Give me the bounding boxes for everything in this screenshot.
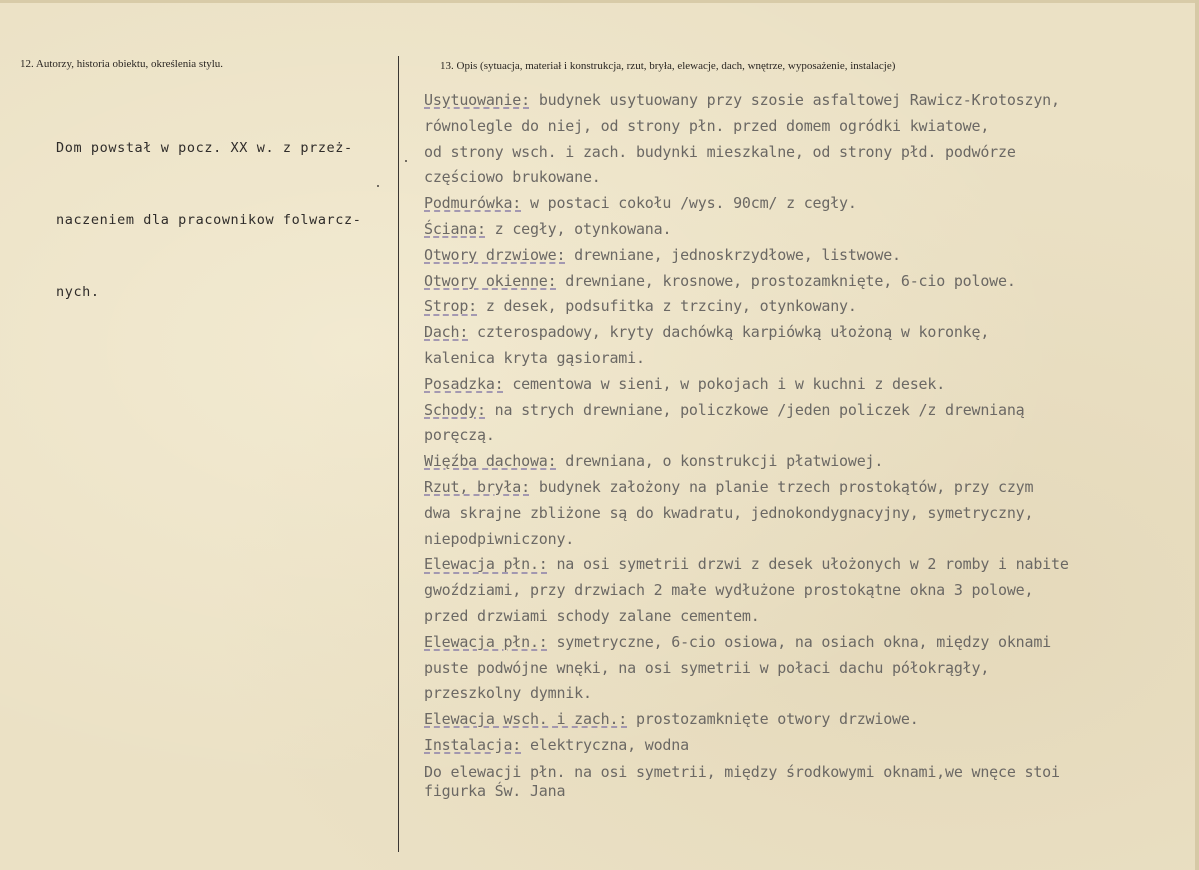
description-line	[424, 475, 1184, 501]
description-line	[424, 294, 1184, 320]
description-label: Usytuowanie:	[424, 91, 530, 109]
paper-speck	[377, 185, 379, 187]
description-line	[424, 630, 1184, 656]
description-text: równolegle do niej, od strony płn. przed domem ogródki kwiatowe,	[424, 116, 990, 135]
description-text: czterospadowy, kryty dachówką karpiówką ułożoną w koronkę,	[468, 323, 990, 342]
description-line	[424, 681, 1184, 707]
section-13-description	[424, 88, 1184, 801]
description-note-line: Do elewacji płn. na osi symetrii, między środkowymi oknami,we wnęce stoi	[424, 762, 1060, 781]
description-text: cementowa w sieni, w pokojach i w kuchni z desek.	[503, 374, 946, 393]
description-text: w postaci cokołu /wys. 90cm/ z cegły.	[521, 194, 857, 213]
description-line	[424, 501, 1184, 527]
description-text: gwoździami, przy drzwiach 2 małe wydłużone prostokątne okna 3 polowe,	[424, 581, 1034, 600]
description-line	[424, 733, 1184, 759]
description-text: z cegły, otynkowana.	[485, 219, 672, 238]
description-text: kalenica kryta gąsiorami.	[424, 348, 645, 367]
description-text: przed drzwiami schody zalane cementem.	[424, 606, 760, 625]
description-label: Elewacja płn.:	[424, 555, 548, 574]
description-text: elektryczna, wodna	[521, 735, 689, 754]
description-line	[424, 423, 1184, 449]
description-label: Dach:	[424, 323, 469, 342]
description-text: z desek, podsufitka z trzciny, otynkowany.	[477, 297, 857, 316]
description-label: Elewacja płn.:	[424, 632, 548, 651]
description-line	[424, 552, 1184, 578]
description-text: dwa skrajne zbliżone są do kwadratu, jednokondygnacyjny, symetryczny,	[424, 503, 1034, 522]
description-line	[424, 527, 1184, 553]
description-text: od strony wsch. i zach. budynki mieszkalne, od strony płd. podwórze	[424, 142, 1016, 161]
description-text: drewniana, o konstrukcji płatwiowej.	[556, 452, 884, 471]
section-12-text	[56, 88, 361, 352]
description-label: Rzut, bryła:	[424, 477, 530, 496]
description-line	[424, 88, 1184, 114]
description-line	[424, 656, 1184, 682]
section-13-heading: 13. Opis (sytuacja, materiał i konstrukcja, rzut, bryła, elewacje, dach, wnętrze, wyposażenie, instalacje)	[440, 60, 896, 72]
description-label: Otwory okienne:	[424, 271, 557, 290]
description-label: Ściana:	[424, 219, 486, 238]
description-text: na osi symetrii drzwi z desek ułożonych w 2 romby i nabite	[547, 555, 1069, 574]
description-text: puste podwójne wnęki, na osi symetrii w połaci dachu półokrągły,	[424, 658, 990, 677]
description-line	[424, 372, 1184, 398]
description-text: na strych drewniane, policzkowe /jeden policzek /z drewnianą	[485, 400, 1025, 419]
description-line	[424, 269, 1184, 295]
description-label: Elewacja wsch. i zach.:	[424, 710, 628, 729]
description-label: Posadzka:	[424, 374, 504, 393]
description-line	[424, 140, 1184, 166]
section-12-line: naczeniem dla pracownikow folwarcz-	[56, 212, 362, 228]
description-line	[424, 114, 1184, 140]
description-text: poręczą.	[424, 426, 495, 445]
description-line	[424, 398, 1184, 424]
section-12-heading: 12. Autorzy, historia obiektu, określenia stylu.	[20, 58, 224, 70]
paper-edge-right	[1195, 0, 1199, 870]
description-line	[424, 165, 1184, 191]
description-line	[424, 217, 1184, 243]
description-text: częściowo brukowane.	[424, 168, 601, 187]
section-12-line: nych.	[56, 284, 100, 300]
description-text: drewniane, krosnowe, prostozamknięte, 6-cio polowe.	[556, 271, 1016, 290]
description-line	[424, 320, 1184, 346]
description-line	[424, 191, 1184, 217]
description-line	[424, 707, 1184, 733]
description-text: budynek założony na planie trzech prostokątów, przy czym	[529, 477, 1034, 496]
description-text: niepodpiwniczony.	[424, 529, 575, 548]
description-label: Podmurówka:	[424, 194, 522, 213]
paper-edge-top	[0, 0, 1199, 3]
description-line	[424, 604, 1184, 630]
column-divider	[398, 56, 399, 852]
section-12-line: Dom powstał w pocz. XX w. z przeż-	[56, 140, 353, 156]
description-label: Otwory drzwiowe:	[424, 245, 566, 264]
description-line	[424, 346, 1184, 372]
description-line	[424, 243, 1184, 269]
description-line	[424, 578, 1184, 604]
description-label: Więźba dachowa:	[424, 452, 557, 471]
description-text: symetryczne, 6-cio osiowa, na osiach okna, między oknami	[547, 632, 1051, 651]
description-text: prostozamknięte otwory drzwiowe.	[627, 710, 919, 729]
description-line	[424, 449, 1184, 475]
description-label: Instalacja:	[424, 735, 522, 754]
description-label: Schody:	[424, 400, 486, 419]
paper-speck	[405, 160, 407, 162]
description-label: Strop:	[424, 297, 477, 316]
description-text: przeszkolny dymnik.	[424, 684, 592, 703]
description-text: drewniane, jednoskrzydłowe, listwowe.	[565, 245, 901, 264]
description-note-line: figurka Św. Jana	[424, 781, 566, 800]
description-text: budynek usytuowany przy szosie asfaltowej Rawicz-Krotoszyn,	[529, 91, 1060, 109]
